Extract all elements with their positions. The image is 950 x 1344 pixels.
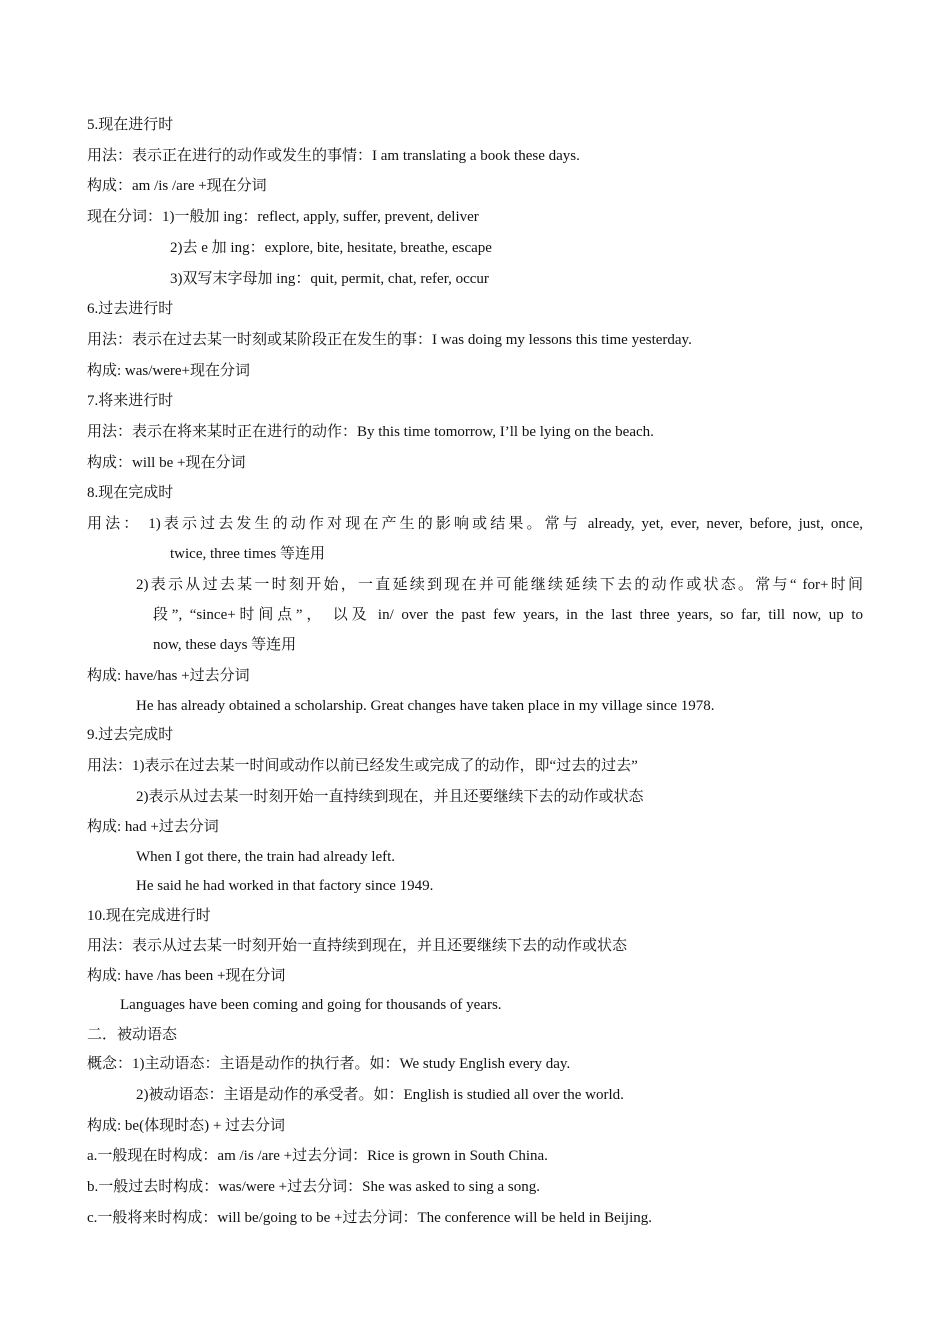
example-sentence: He has already obtained a scholarship. Great changes have taken place in my village since 1978. bbox=[136, 698, 715, 714]
concept-line: 2)被动语态：主语是动作的承受者。如：English is studied all over the world. bbox=[136, 1087, 624, 1103]
example-sentence: He said he had worked in that factory since 1949. bbox=[136, 878, 434, 894]
usage-line: 2)表示从过去某一时刻开始，一直延续到现在并可能继续延续下去的动作或状态。常与“ for+时间 bbox=[136, 577, 863, 593]
example-sentence: When I got there, the train had already left. bbox=[136, 849, 396, 865]
structure-line: 构成: had +过去分词 bbox=[87, 819, 219, 835]
usage-line: 用法：表示在将来某时正在进行的动作：By this time tomorrow, I’ll be lying on the beach. bbox=[87, 424, 654, 440]
usage-line: 用法：表示在过去某一时刻或某阶段正在发生的事：I was doing my lessons this time yesterday. bbox=[87, 332, 692, 348]
usage-line: 用法：1)表示在过去某一时间或动作以前已经发生或完成了的动作，即“过去的过去” bbox=[87, 758, 638, 774]
section-heading: 9.过去完成时 bbox=[87, 727, 174, 743]
section-heading: 6.过去进行时 bbox=[87, 301, 174, 317]
tense-form-line: b.一般过去时构成：was/were +过去分词：She was asked to sing a song. bbox=[87, 1179, 540, 1195]
structure-line: 构成: was/were+现在分词 bbox=[87, 363, 251, 379]
section-heading: 8.现在完成时 bbox=[87, 485, 174, 501]
concept-line: 概念：1)主动语态：主语是动作的执行者。如：We study English every day. bbox=[87, 1056, 571, 1072]
participle-rule-2: 2)去 e 加 ing：explore, bite, hesitate, breathe, escape bbox=[170, 240, 492, 256]
structure-line: 构成：am /is /are +现在分词 bbox=[87, 178, 267, 194]
structure-line: 构成: be(体现时态) + 过去分词 bbox=[87, 1118, 286, 1134]
section-heading: 二．被动语态 bbox=[87, 1027, 178, 1043]
usage-continuation: now, these days 等连用 bbox=[153, 637, 297, 653]
usage-continuation: 段”, “since+时间点”， 以及 in/ over the past few years, in the last three years, so far, till now, up to bbox=[153, 607, 863, 623]
tense-form-line: c.一般将来时构成：will be/going to be +过去分词：The conference will be held in Beijing. bbox=[87, 1210, 653, 1226]
usage-line: 用法：表示正在进行的动作或发生的事情：I am translating a book these days. bbox=[87, 148, 580, 164]
participle-line: 现在分词：1)一般加 ing：reflect, apply, suffer, prevent, deliver bbox=[87, 209, 479, 225]
structure-line: 构成: have/has +过去分词 bbox=[87, 668, 250, 684]
usage-line: 用法： 1)表示过去发生的动作对现在产生的影响或结果。常与 already, yet, ever, never, before, just, once, bbox=[87, 516, 863, 532]
structure-line: 构成：will be +现在分词 bbox=[87, 455, 246, 471]
structure-line: 构成: have /has been +现在分词 bbox=[87, 968, 286, 984]
section-heading: 5.现在进行时 bbox=[87, 117, 174, 133]
participle-rule-3: 3)双写末字母加 ing：quit, permit, chat, refer, occur bbox=[170, 271, 489, 287]
tense-form-line: a.一般现在时构成：am /is /are +过去分词：Rice is grown in South China. bbox=[87, 1148, 548, 1164]
section-heading: 10.现在完成进行时 bbox=[87, 908, 211, 924]
usage-continuation: twice, three times 等连用 bbox=[170, 546, 325, 562]
section-heading: 7.将来进行时 bbox=[87, 393, 174, 409]
example-sentence: Languages have been coming and going for thousands of years. bbox=[120, 997, 502, 1013]
usage-line: 用法：表示从过去某一时刻开始一直持续到现在，并且还要继续下去的动作或状态 bbox=[87, 938, 628, 954]
usage-line: 2)表示从过去某一时刻开始一直持续到现在，并且还要继续下去的动作或状态 bbox=[136, 789, 644, 805]
